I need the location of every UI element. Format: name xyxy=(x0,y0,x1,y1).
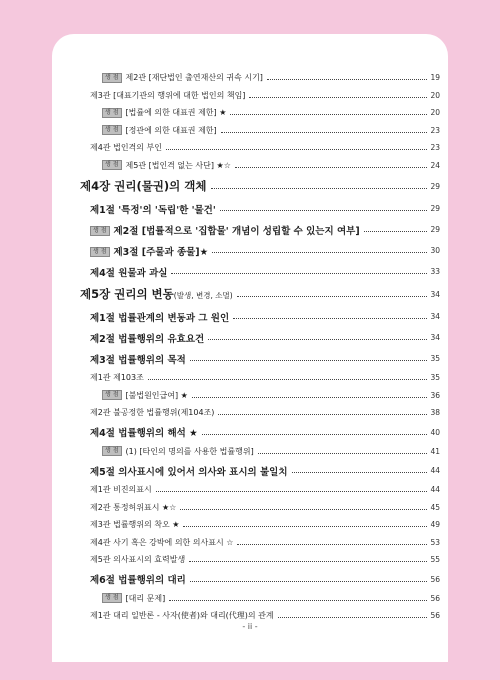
toc-entry-title: [법률에 의한 대표권 제한] ★ xyxy=(125,108,227,118)
dot-leader xyxy=(190,360,428,361)
issue-badge: 생 점 xyxy=(102,390,122,400)
toc-entry-label xyxy=(90,90,245,101)
toc-entry-label xyxy=(90,464,288,478)
page-sheet xyxy=(52,34,448,662)
dot-leader xyxy=(169,600,427,601)
toc-entry-label xyxy=(102,390,188,401)
toc-entry[interactable] xyxy=(80,569,440,590)
toc-entry[interactable] xyxy=(80,422,440,443)
dot-leader xyxy=(208,339,427,340)
toc-entry-title: 제1관 제103조 xyxy=(90,373,144,383)
toc-page-number: 36 xyxy=(430,390,440,400)
issue-badge: 생 점 xyxy=(90,247,110,257)
toc-entry-label xyxy=(90,572,186,586)
toc-entry[interactable] xyxy=(80,219,440,240)
toc-entry-label xyxy=(80,286,233,302)
dot-leader xyxy=(249,97,427,98)
toc-page-number: 49 xyxy=(430,520,440,530)
toc-entry-label xyxy=(90,425,198,439)
dot-leader xyxy=(190,581,428,582)
dot-leader xyxy=(212,252,427,253)
dot-leader xyxy=(166,149,427,150)
toc-entry[interactable] xyxy=(80,69,440,87)
toc-entry-title: 제4절 원물과 과실 xyxy=(90,267,168,279)
toc-entry-label xyxy=(90,537,233,548)
toc-page-number: 19 xyxy=(430,73,440,83)
toc-entry-label xyxy=(102,72,263,83)
toc-entry-label xyxy=(90,407,214,418)
dot-leader xyxy=(148,379,428,380)
dot-leader xyxy=(233,318,427,319)
toc-page-number: 44 xyxy=(430,466,440,475)
toc-entry-title: 제4절 법률행위의 해석 ★ xyxy=(90,428,198,439)
toc-entry[interactable] xyxy=(80,139,440,157)
toc-entry[interactable] xyxy=(80,306,440,327)
toc-entry-label xyxy=(90,265,167,279)
toc-entry-title: (1) [타인의 명의를 사용한 법률행위] xyxy=(125,446,254,456)
toc-entry[interactable] xyxy=(80,104,440,122)
toc-entry-title: 제2관 불공정한 법률행위(제104조) xyxy=(90,408,215,418)
toc-entry-title: 제5관 [법인격 없는 사단] ★☆ xyxy=(125,160,231,170)
toc-page-number: 56 xyxy=(430,611,440,621)
toc-entry-title: 제1관 대리 일반론 - 사자(使者)와 대리(代理)의 관계 xyxy=(90,611,274,621)
toc-entry[interactable] xyxy=(80,282,440,306)
dot-leader xyxy=(202,434,428,435)
toc-entry-title: 제4장 권리(물권)의 객체 xyxy=(80,179,207,193)
toc-entry[interactable] xyxy=(80,240,440,261)
toc-page-number: 56 xyxy=(430,574,440,584)
toc-page-number: 29 xyxy=(430,225,440,234)
toc-entry[interactable] xyxy=(80,499,440,517)
toc-page-number: 33 xyxy=(430,267,440,276)
dot-leader xyxy=(235,167,428,168)
toc-page-number: 29 xyxy=(430,204,440,213)
toc-entry[interactable] xyxy=(80,174,440,198)
toc-entry[interactable] xyxy=(80,369,440,387)
toc-entry-label xyxy=(80,178,207,194)
toc-entry-label xyxy=(90,310,229,324)
toc-entry-label xyxy=(102,446,254,457)
toc-entry-title: 제3절 법률행위의 목적 xyxy=(90,354,186,366)
toc-entry-label xyxy=(102,593,165,604)
toc-entry-title: 제3절 [주물과 종물]★ xyxy=(113,246,209,258)
toc-entry[interactable] xyxy=(80,460,440,481)
toc-entry[interactable] xyxy=(80,387,440,405)
dot-leader xyxy=(211,188,428,189)
toc-page-number: 34 xyxy=(430,312,440,321)
toc-entry[interactable] xyxy=(80,404,440,422)
toc-page-number: 20 xyxy=(430,108,440,118)
dot-leader xyxy=(156,491,428,492)
toc-entry-label xyxy=(90,202,216,216)
toc-entry-label xyxy=(90,372,144,383)
toc-page-number: 29 xyxy=(430,181,440,191)
toc-entry-label xyxy=(90,610,274,621)
toc-entry[interactable] xyxy=(80,261,440,282)
toc-page-number: 53 xyxy=(430,537,440,547)
dot-leader xyxy=(180,509,427,510)
toc-entry-title: 제2절 [법률적으로 '집합물' 개념이 성립할 수 있는지 여부] xyxy=(113,225,360,237)
toc-entry-label xyxy=(90,519,179,530)
issue-badge: 생 점 xyxy=(102,593,122,603)
issue-badge: 생 점 xyxy=(102,73,122,83)
dot-leader xyxy=(267,79,428,80)
toc-entry-label xyxy=(102,160,231,171)
toc-page-number: 34 xyxy=(430,333,440,342)
toc-entry-title: 제4관 사기 혹은 강박에 의한 의사표시 ☆ xyxy=(90,537,234,547)
toc-page-number: 35 xyxy=(430,354,440,363)
toc-page-number: 38 xyxy=(430,408,440,418)
toc-entry[interactable] xyxy=(80,443,440,461)
toc-entry[interactable] xyxy=(80,198,440,219)
toc-entry[interactable] xyxy=(80,534,440,552)
toc-entry[interactable] xyxy=(80,590,440,608)
dot-leader xyxy=(258,453,428,454)
toc-entry-title: 제5관 의사표시의 효력발생 xyxy=(90,555,186,565)
issue-badge: 생 점 xyxy=(102,446,122,456)
toc-entry-title: 제2관 [재단법인 출연재산의 귀속 시기] xyxy=(125,73,263,83)
toc-entry-title: 제1절 법률관계의 변동과 그 원인 xyxy=(90,312,230,324)
toc-page-number: 23 xyxy=(430,125,440,135)
toc-entry-label xyxy=(90,331,204,345)
toc-entry-title: 제3관 법률행위의 착오 ★ xyxy=(90,520,180,530)
toc-entry-label xyxy=(102,107,226,118)
toc-entry-title: 제3관 [대표기관의 행위에 대한 법인의 책임] xyxy=(90,90,246,100)
dot-leader xyxy=(237,544,427,545)
toc-page-number: 30 xyxy=(430,246,440,255)
dot-leader xyxy=(171,273,427,274)
toc-page-number: 40 xyxy=(430,427,440,437)
toc-entry-title: 제4관 법인격의 부인 xyxy=(90,143,162,153)
dot-leader xyxy=(230,114,427,115)
toc-entry-label xyxy=(90,244,208,258)
toc-page-number: 23 xyxy=(430,143,440,153)
toc-entry-title: 제5절 의사표시에 있어서 의사와 표시의 불일치 xyxy=(90,466,288,478)
toc-page-number: 41 xyxy=(430,446,440,456)
toc-entry[interactable] xyxy=(80,87,440,105)
toc-entry-title: 제6절 법률행위의 대리 xyxy=(90,575,186,586)
toc-entry-label xyxy=(90,484,152,495)
toc-entry-title: 제1관 비진의표시 xyxy=(90,485,152,495)
toc-page-number: 45 xyxy=(430,502,440,512)
toc-page-number: 55 xyxy=(430,555,440,565)
toc-page-number: 35 xyxy=(430,373,440,383)
toc-page-number: 56 xyxy=(430,593,440,603)
issue-badge: 생 점 xyxy=(102,160,122,170)
toc-entry-label xyxy=(102,125,217,136)
toc-page-number: 20 xyxy=(430,90,440,100)
issue-badge: 생 점 xyxy=(102,125,122,135)
toc-entry-title: 제5장 권리의 변동 xyxy=(80,287,174,301)
toc-entry[interactable] xyxy=(80,481,440,499)
table-of-contents xyxy=(80,69,440,625)
toc-entry[interactable] xyxy=(80,157,440,175)
dot-leader xyxy=(218,414,427,415)
toc-entry-label xyxy=(90,223,360,237)
toc-entry-label xyxy=(90,554,185,565)
toc-page-number: 34 xyxy=(430,289,440,299)
toc-entry-label xyxy=(90,142,162,153)
dot-leader xyxy=(220,210,428,211)
toc-entry-label xyxy=(90,502,176,513)
toc-page-number: 44 xyxy=(430,485,440,495)
dot-leader xyxy=(221,132,428,133)
toc-entry-label xyxy=(90,352,186,366)
dot-leader xyxy=(364,231,428,232)
toc-entry-title: 제2관 통정허위표시 ★☆ xyxy=(90,502,177,512)
toc-entry-title: 제1절 '특정'의 '독립'한 '물건' xyxy=(90,204,216,216)
dot-leader xyxy=(192,397,428,398)
toc-entry[interactable] xyxy=(80,348,440,369)
toc-entry[interactable] xyxy=(80,122,440,140)
toc-entry[interactable] xyxy=(80,516,440,534)
toc-entry[interactable] xyxy=(80,327,440,348)
page-number: - ii - xyxy=(242,622,258,631)
toc-entry-subtitle: (발생, 변경, 소멸) xyxy=(173,291,233,300)
toc-entry-title: [정관에 의한 대표권 제한] xyxy=(125,125,217,135)
dot-leader xyxy=(292,472,428,473)
toc-entry[interactable] xyxy=(80,551,440,569)
toc-entry-title: 제2절 법률행위의 유효요건 xyxy=(90,333,205,345)
issue-badge: 생 점 xyxy=(102,108,122,118)
dot-leader xyxy=(189,561,427,562)
dot-leader xyxy=(278,617,428,618)
dot-leader xyxy=(183,526,427,527)
issue-badge: 생 점 xyxy=(90,226,110,236)
toc-entry-title: [불법원인급여] ★ xyxy=(125,390,188,400)
dot-leader xyxy=(237,296,428,297)
toc-entry-title: [대리 문제] xyxy=(125,593,166,603)
toc-page-number: 24 xyxy=(430,160,440,170)
